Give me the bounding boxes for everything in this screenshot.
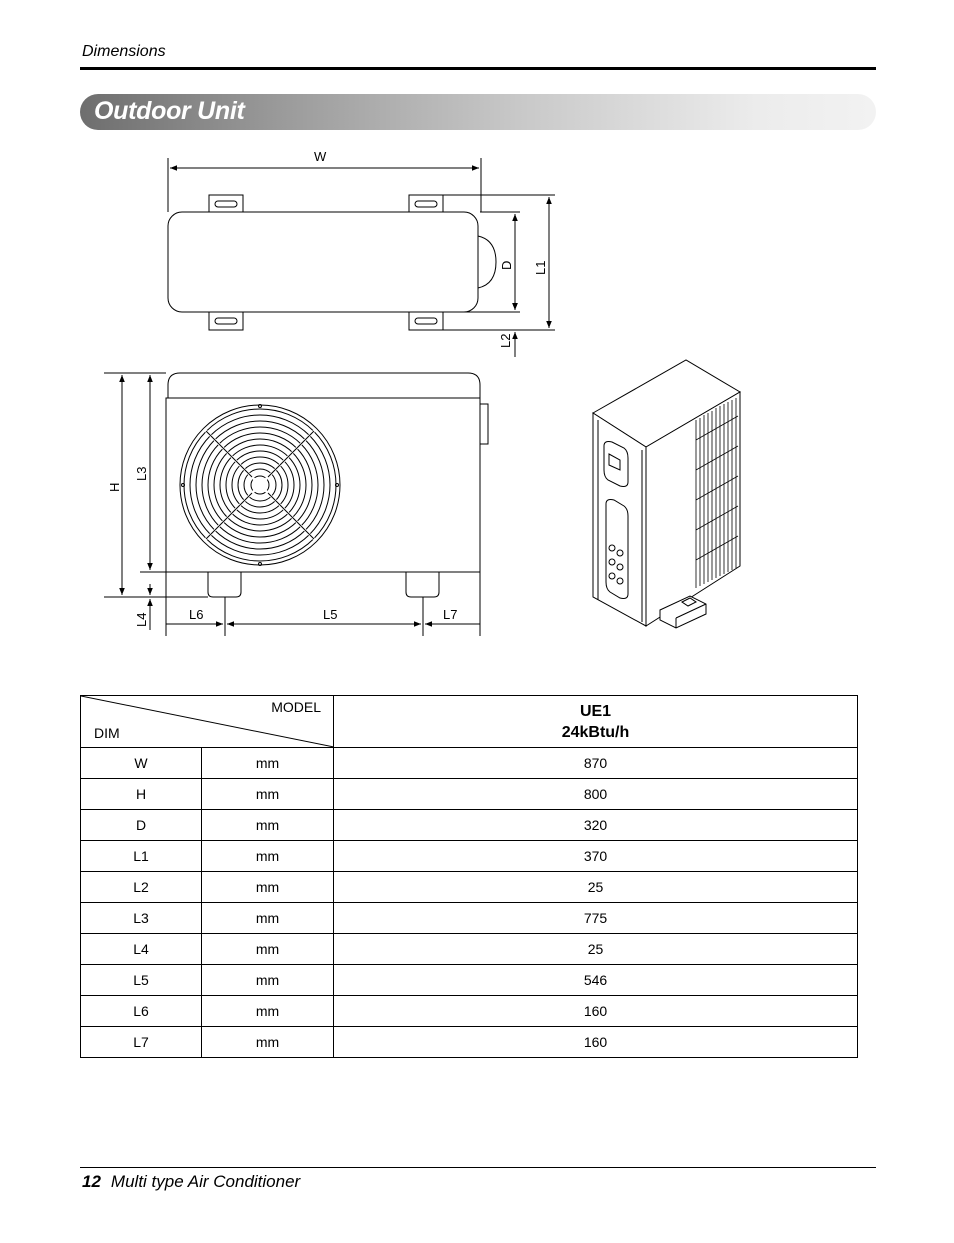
table-row xyxy=(81,903,858,934)
table-row xyxy=(81,841,858,872)
row-value: 25 xyxy=(334,934,858,965)
row-dim: L5 xyxy=(81,965,202,996)
row-value: 160 xyxy=(334,996,858,1027)
row-dim: H xyxy=(81,779,202,810)
label-l1: L1 xyxy=(533,260,548,275)
model-cell xyxy=(334,696,858,748)
page-number: 12 xyxy=(82,1172,101,1191)
row-value: 25 xyxy=(334,872,858,903)
table-row xyxy=(81,934,858,965)
footer xyxy=(82,1172,300,1192)
front-view xyxy=(166,373,488,597)
label-l3: L3 xyxy=(134,466,149,481)
row-dim: L2 xyxy=(81,872,202,903)
table-row xyxy=(81,872,858,903)
row-value: 775 xyxy=(334,903,858,934)
dim-header: DIM xyxy=(94,725,120,741)
row-unit: mm xyxy=(202,748,334,779)
table-row xyxy=(81,779,858,810)
top-view xyxy=(168,195,496,330)
label-l6: L6 xyxy=(189,607,204,622)
row-value: 160 xyxy=(334,1027,858,1058)
dimension-table xyxy=(80,695,858,1058)
footer-rule xyxy=(80,1167,876,1168)
row-value: 546 xyxy=(334,965,858,996)
row-dim: L1 xyxy=(81,841,202,872)
row-value: 370 xyxy=(334,841,858,872)
row-dim: L6 xyxy=(81,996,202,1027)
table-row xyxy=(81,810,858,841)
table-row xyxy=(81,1027,858,1058)
row-unit: mm xyxy=(202,872,334,903)
model-capacity: 24kBtu/h xyxy=(561,723,630,741)
table-row xyxy=(81,965,858,996)
row-unit: mm xyxy=(202,934,334,965)
row-dim: L7 xyxy=(81,1027,202,1058)
row-value: 870 xyxy=(334,748,858,779)
section-title: Outdoor Unit xyxy=(94,97,245,125)
row-dim: L4 xyxy=(81,934,202,965)
row-value: 800 xyxy=(334,779,858,810)
row-unit: mm xyxy=(202,841,334,872)
row-dim: L3 xyxy=(81,903,202,934)
model-name: UE1 xyxy=(579,702,612,720)
label-l2: L2 xyxy=(498,333,513,348)
header-title: Dimensions xyxy=(82,43,166,60)
row-unit: mm xyxy=(202,965,334,996)
label-l5: L5 xyxy=(323,607,338,622)
row-unit: mm xyxy=(202,903,334,934)
table-row xyxy=(81,748,858,779)
label-h: H xyxy=(107,482,122,492)
model-header: MODEL xyxy=(271,699,321,715)
row-unit: mm xyxy=(202,996,334,1027)
row-unit: mm xyxy=(202,779,334,810)
label-l7: L7 xyxy=(443,607,458,622)
isometric-view xyxy=(593,360,740,628)
label-l4: L4 xyxy=(134,612,149,627)
row-value: 320 xyxy=(334,810,858,841)
row-unit: mm xyxy=(202,810,334,841)
label-d: D xyxy=(499,260,514,270)
table-row xyxy=(81,996,858,1027)
table-corner-header xyxy=(81,696,334,748)
row-unit: mm xyxy=(202,1027,334,1058)
footer-text: Multi type Air Conditioner xyxy=(110,1172,301,1191)
row-dim: D xyxy=(81,810,202,841)
row-dim: W xyxy=(81,748,202,779)
label-w: W xyxy=(314,149,327,164)
